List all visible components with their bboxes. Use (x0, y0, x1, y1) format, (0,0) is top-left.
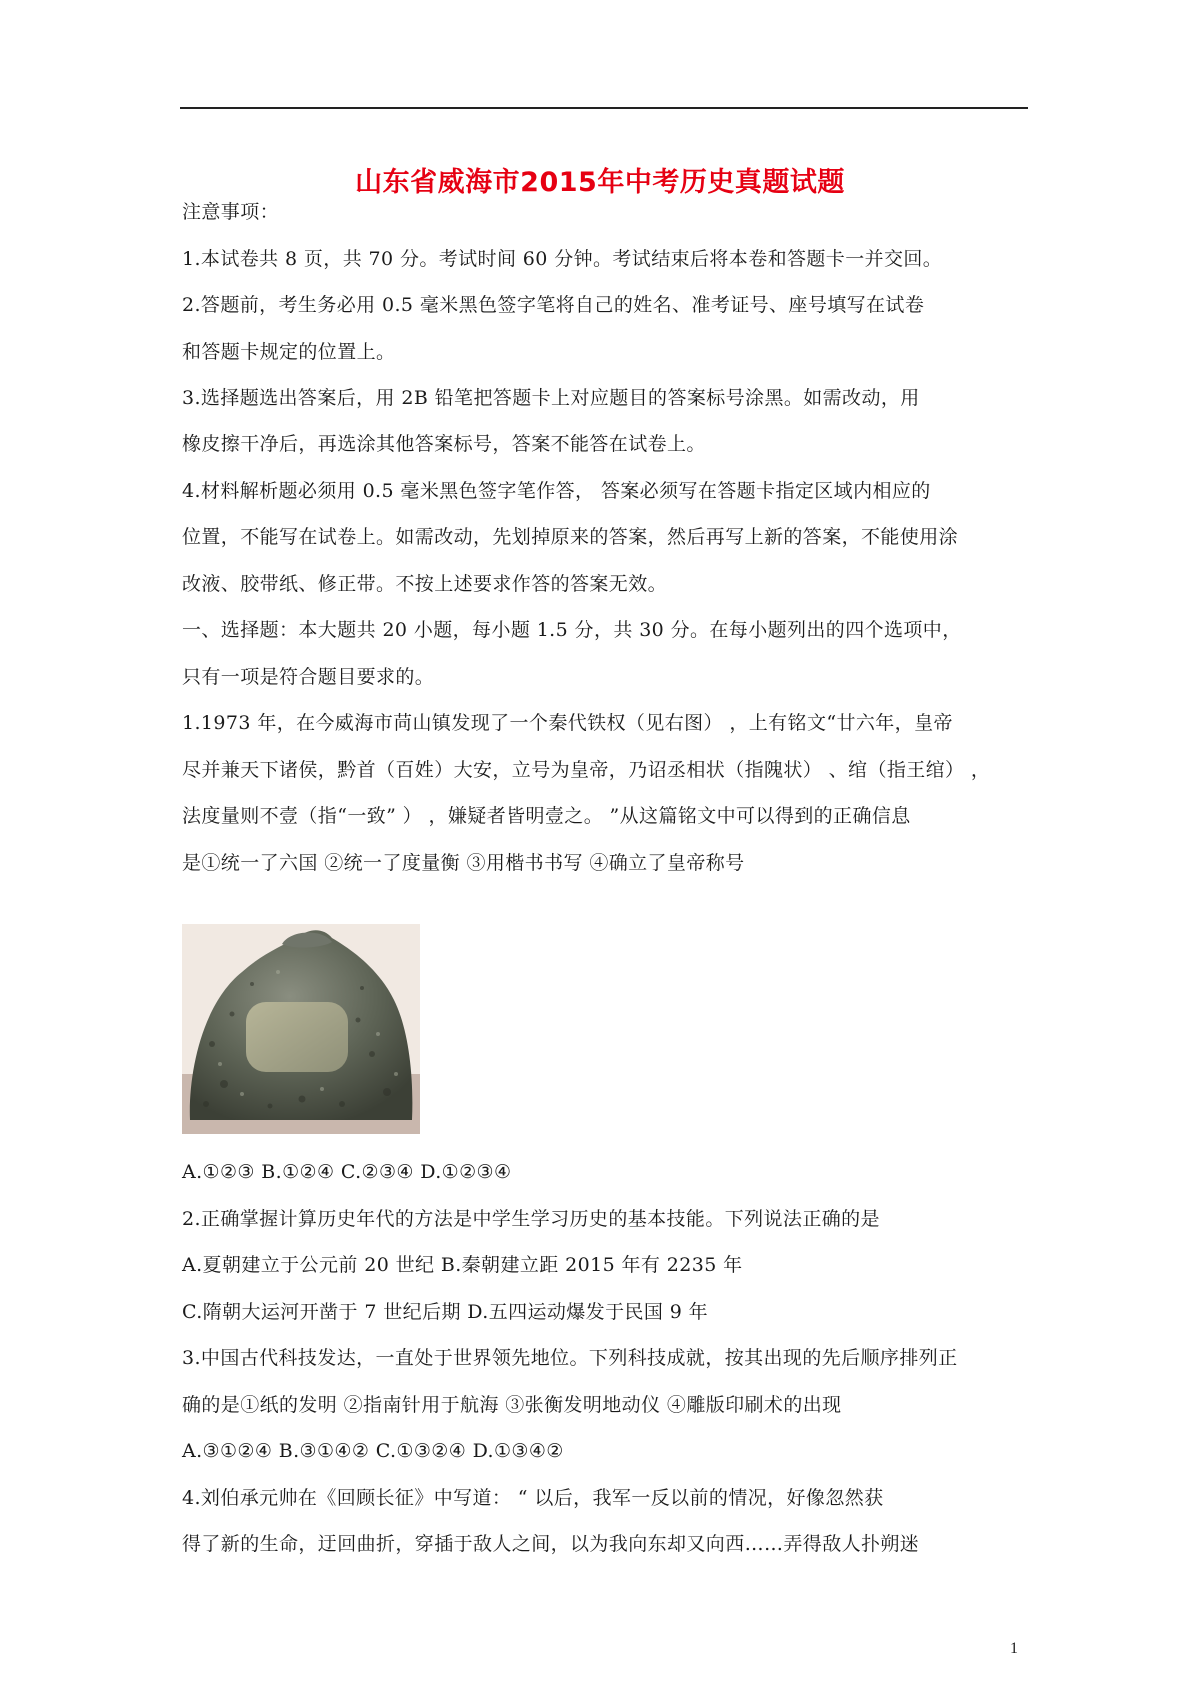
question-1-options: A.①②③ B.①②④ C.②③④ D.①②③④ (182, 1161, 512, 1183)
question-1-text: 法度量则不壹（指“一致” ） ，嫌疑者皆明壹之。 ”从这篇铭文中可以得到的正确信息 (182, 805, 911, 827)
notice-line: 橡皮擦干净后，再选涂其他答案标号，答案不能答在试卷上。 (182, 433, 706, 455)
notice-line: 4.材料解析题必须用 0.5 毫米黑色签字笔作答， 答案必须写在答题卡指定区域内相应的 (182, 480, 931, 502)
question-2-options: C.隋朝大运河开凿于 7 世纪后期 D.五四运动爆发于民国 9 年 (182, 1301, 709, 1323)
question-3-text: 3.中国古代科技发达，一直处于世界领先地位。下列科技成就，按其出现的先后顺序排列正 (182, 1347, 958, 1369)
notice-line: 2.答题前，考生务必用 0.5 毫米黑色签字笔将自己的姓名、准考证号、座号填写在试卷 (182, 294, 925, 316)
question-3-text: 确的是①纸的发明 ②指南针用于航海 ③张衡发明地动仪 ④雕版印刷术的出现 (182, 1394, 842, 1416)
notice-line: 1.本试卷共 8 页，共 70 分。考试时间 60 分钟。考试结束后将本卷和答题卡一并交回。 (182, 248, 943, 270)
question-2-text: 2.正确掌握计算历史年代的方法是中学生学习历史的基本技能。下列说法正确的是 (182, 1208, 880, 1230)
header-rule (180, 107, 1028, 109)
notice-line: 和答题卡规定的位置上。 (182, 341, 396, 363)
question-4-text: 得了新的生命，迂回曲折，穿插于敌人之间，以为我向东却又向西……弄得敌人扑朔迷 (182, 1533, 920, 1555)
page-title: 山东省威海市2015年中考历史真题试题 (355, 167, 845, 198)
page-number: 1 (1010, 1640, 1018, 1657)
section-heading: 只有一项是符合题目要求的。 (182, 666, 435, 688)
question-3-options: A.③①②④ B.③①④② C.①③②④ D.①③④② (182, 1440, 564, 1462)
question-2-options: A.夏朝建立于公元前 20 世纪 B.秦朝建立距 2015 年有 2235 年 (182, 1254, 743, 1276)
qin-iron-weight-photo (182, 924, 420, 1134)
question-1-text: 1.1973 年，在今威海市苘山镇发现了一个秦代铁权（见右图） ，上有铭文“廿六年，皇帝 (182, 712, 953, 734)
notice-line: 3.选择题选出答案后，用 2B 铅笔把答题卡上对应题目的答案标号涂黑。如需改动，用 (182, 387, 920, 409)
question-1-text: 尽并兼天下诸侯，黔首（百姓）大安，立号为皇帝，乃诏丞相状（指隗状） 、绾（指王绾） ， (182, 759, 991, 781)
section-heading: 一、选择题：本大题共 20 小题，每小题 1.5 分，共 30 分。在每小题列出的四个选项中， (182, 619, 962, 641)
question-4-text: 4.刘伯承元帅在《回顾长征》中写道： “ 以后，我军一反以前的情况，好像忽然获 (182, 1487, 884, 1509)
notice-line: 改液、胶带纸、修正带。不按上述要求作答的答案无效。 (182, 573, 668, 595)
notice-line: 位置，不能写在试卷上。如需改动，先划掉原来的答案，然后再写上新的答案，不能使用涂 (182, 526, 959, 548)
question-1-text: 是①统一了六国 ②统一了度量衡 ③用楷书书写 ④确立了皇帝称号 (182, 852, 745, 874)
notice-heading: 注意事项： (182, 201, 280, 223)
